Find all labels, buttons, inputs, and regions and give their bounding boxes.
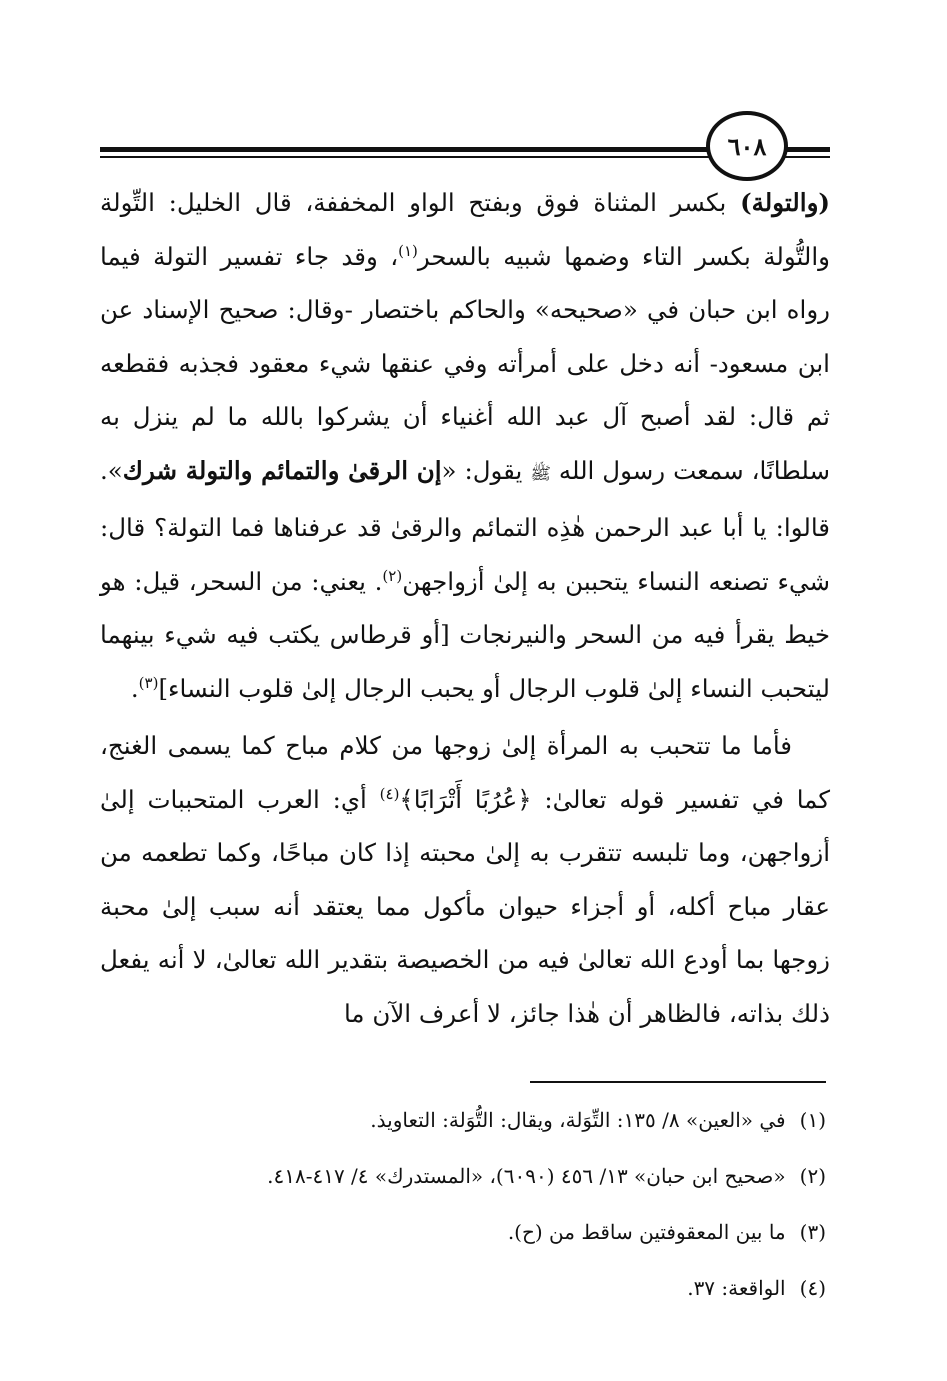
paragraph-1	[100, 176, 830, 715]
footnote-text: في «العين» ٨/ ١٣٥: التِّوَلة، ويقال: التُّوَلة: التعاويذ.	[370, 1108, 786, 1132]
footnote-ref-4: (٤)	[379, 784, 400, 803]
footnote-text: ما بين المعقوفتين ساقط من (ح).	[507, 1220, 786, 1244]
footnote-4	[120, 1260, 826, 1316]
hadith-quote: إن الرقىٰ والتمائم والتولة شرك	[122, 455, 442, 485]
salutation-symbol: ﷺ	[530, 463, 551, 484]
text-span: . يعني: من السحر، قيل: هو خيط يقرأ فيه من السحر والنيرنجات [أو قرطاس يكتب فيه شيء بينهما ليتحبب النساء إلىٰ قلوب الرجال أو يحبب الرجال إلىٰ قلوب النساء]	[100, 566, 830, 703]
footnote-number: (١)	[799, 1108, 826, 1132]
text-span: بكسر المثناة فوق وبفتح الواو المخففة، قال الخليل: التِّولة والتُّولة بكسر التاء وضمها شبيه بالسحر	[100, 188, 830, 271]
footnote-ref-1: (١)	[398, 241, 418, 260]
page-number: ٦٠٨	[706, 111, 788, 181]
footnote-ref-3: (٣)	[138, 673, 159, 692]
text-span: أي: العرب المتحببات إلىٰ أزواجهن، وما تلبسه تتقرب به إلىٰ محبته إذا كان مباحًا، وكما تطعمه من عقار مباح أكله، أو أجزاء حيوان مأكول مما يعتقد أنه سبب إلىٰ محبة زوجها بما أودع الله تعالىٰ فيه من الخصيصة بتقدير الله تعالىٰ، لا أنه يفعل ذلك بذاته، فالظاهر أن هٰذا جائز، لا أعرف الآن ما	[100, 784, 830, 1028]
footnote-number: (٤)	[799, 1276, 826, 1300]
footnote-1	[120, 1092, 826, 1148]
paragraph-2	[100, 719, 830, 1040]
footnote-number: (٢)	[799, 1164, 826, 1188]
footnote-2	[120, 1148, 826, 1204]
text-span: يقول: «	[441, 455, 531, 485]
footnote-3	[120, 1204, 826, 1260]
footnote-ref-2: (٢)	[382, 566, 403, 585]
text-span: .	[130, 673, 139, 703]
text-span: فأما ما تتحبب به المرأة إلىٰ زوجها من كلام مباح كما يسمى الغنج، كما في تفسير قوله تعالىٰ: ﴿عُرُبًا أَتْرَابًا﴾	[100, 731, 830, 814]
text-span: ». قالوا: يا أبا عبد الرحمن هٰذِه التمائم والرقىٰ قد عرفناها فما التولة؟ قال: شيء تصنعه النساء يتحببن به إلىٰ أزواجهن	[100, 455, 830, 596]
footnote-separator	[530, 1081, 826, 1083]
main-text	[100, 176, 830, 1040]
footnote-number: (٣)	[799, 1220, 826, 1244]
bold-term: (والتولة)	[740, 188, 830, 217]
page-header	[100, 105, 830, 185]
footnote-text: «صحيح ابن حبان» ١٣/ ٤٥٦ (٦٠٩٠)، «المستدرك» ٤/ ٤١٧-٤١٨.	[267, 1164, 786, 1188]
footnote-text: الواقعة: ٣٧.	[687, 1276, 786, 1300]
text-span: ، وقد جاء تفسير التولة فيما رواه ابن حبان في «صحيحه» والحاكم باختصار -وقال: صحيح الإسناد عن ابن مسعود- أنه دخل على أمرأته وفي عنقها شيء معقود فجذبه فقطعه ثم قال: لقد أصبح آل عبد الله أغنياء أن يشركوا بالله ما لم ينزل به سلطانًا، سمعت رسول الله	[100, 241, 830, 485]
footnotes	[120, 1092, 826, 1316]
